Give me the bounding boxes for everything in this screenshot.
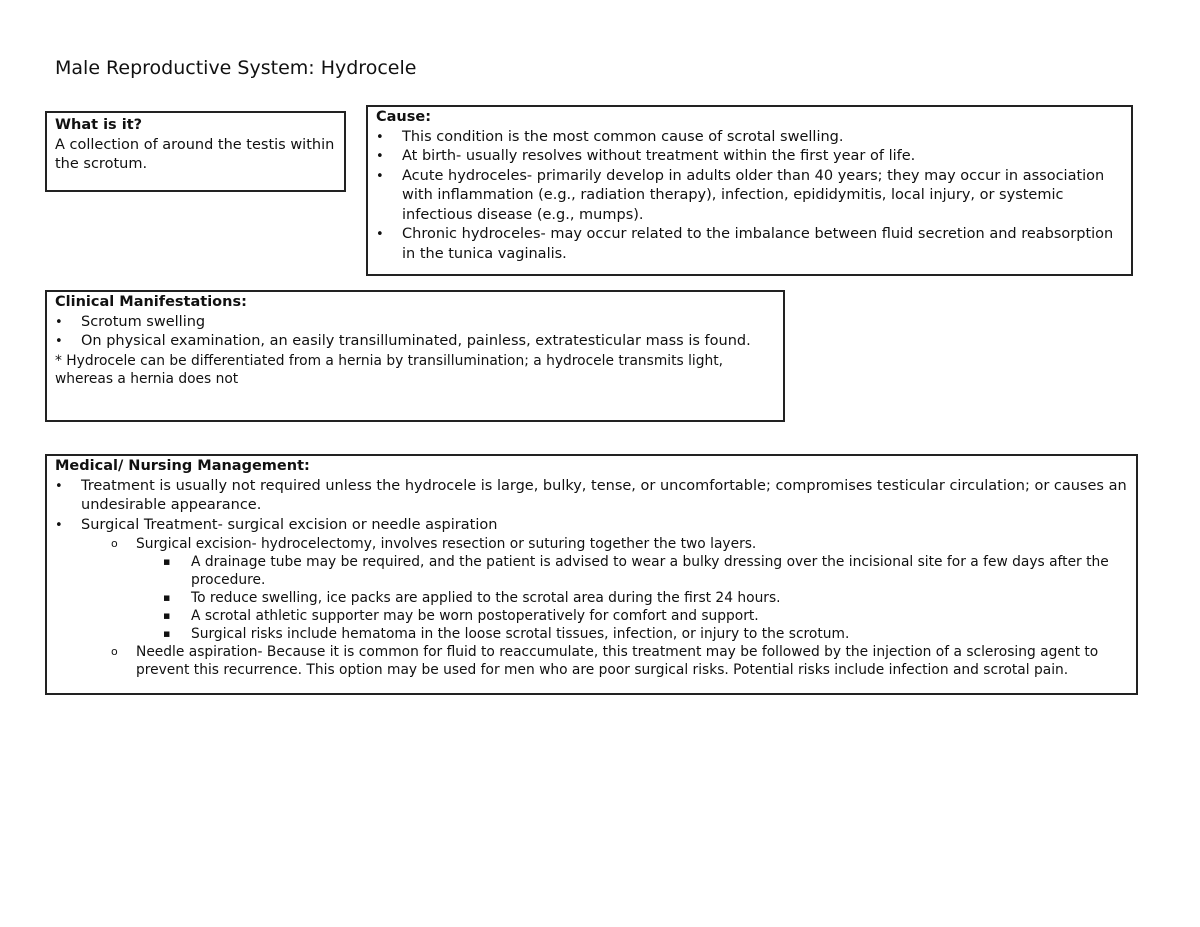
list-item: • On physical examination, an easily transilluminated, painless, extratesticular mass is found. [55, 332, 775, 352]
cause-heading: Cause: [376, 109, 432, 125]
clinical-list [55, 313, 775, 352]
list-item: • Surgical Treatment- surgical excision or needle aspiration [55, 516, 1128, 536]
cause-list [376, 128, 1123, 265]
what-is-it-box [45, 111, 346, 192]
clinical-note: * Hydrocele can be differentiated from a hernia by transillumination; a hydrocele transmits light, whereas a hernia does not [55, 352, 724, 387]
cause-box [366, 105, 1133, 276]
what-is-it-text: A collection of around the testis within the scrotum. [55, 136, 335, 172]
what-is-it-heading: What is it? [55, 117, 143, 133]
list-item: • Acute hydroceles- primarily develop in adults older than 40 years; they may occur in association with inflammation (e.g., radiation therapy), infection, epididymitis, local injury, or systemic infectious disease (e.g., mumps). [376, 167, 1123, 226]
needle-aspiration-item: o Needle aspiration- Because it is common for fluid to reaccumulate, this treatment may be followed by the injection of a sclerosing agent to prevent this recurrence. This option may be used for men who are poor surgical risks. Potential risks include infection and scrotal pain. [55, 643, 1128, 679]
list-item: • Scrotum swelling [55, 313, 775, 333]
management-heading: Medical/ Nursing Management: [55, 458, 310, 474]
surgical-sublist [55, 535, 1128, 679]
surgical-excision-item: o Surgical excision- hydrocelectomy, involves resection or suturing together the two layers. [55, 535, 1128, 553]
page-title: Male Reproductive System: Hydrocele [55, 57, 417, 79]
clinical-manifestations-box [45, 290, 785, 422]
list-item: ▪ To reduce swelling, ice packs are applied to the scrotal area during the first 24 hours. [55, 589, 1128, 607]
management-box [45, 454, 1138, 695]
list-item: • This condition is the most common cause of scrotal swelling. [376, 128, 1123, 148]
list-item: • Chronic hydroceles- may occur related to the imbalance between fluid secretion and reabsorption in the tunica vaginalis. [376, 225, 1123, 264]
clinical-heading: Clinical Manifestations: [55, 294, 247, 310]
management-list [55, 477, 1128, 536]
list-item: • At birth- usually resolves without treatment within the first year of life. [376, 147, 1123, 167]
list-item: ▪ Surgical risks include hematoma in the loose scrotal tissues, infection, or injury to the scrotum. [55, 625, 1128, 643]
list-item: ▪ A drainage tube may be required, and the patient is advised to wear a bulky dressing over the incisional site for a few days after the procedure. [55, 553, 1128, 589]
list-item: • Treatment is usually not required unless the hydrocele is large, bulky, tense, or uncomfortable; compromises testicular circulation; or causes an undesirable appearance. [55, 477, 1128, 516]
list-item: ▪ A scrotal athletic supporter may be worn postoperatively for comfort and support. [55, 607, 1128, 625]
